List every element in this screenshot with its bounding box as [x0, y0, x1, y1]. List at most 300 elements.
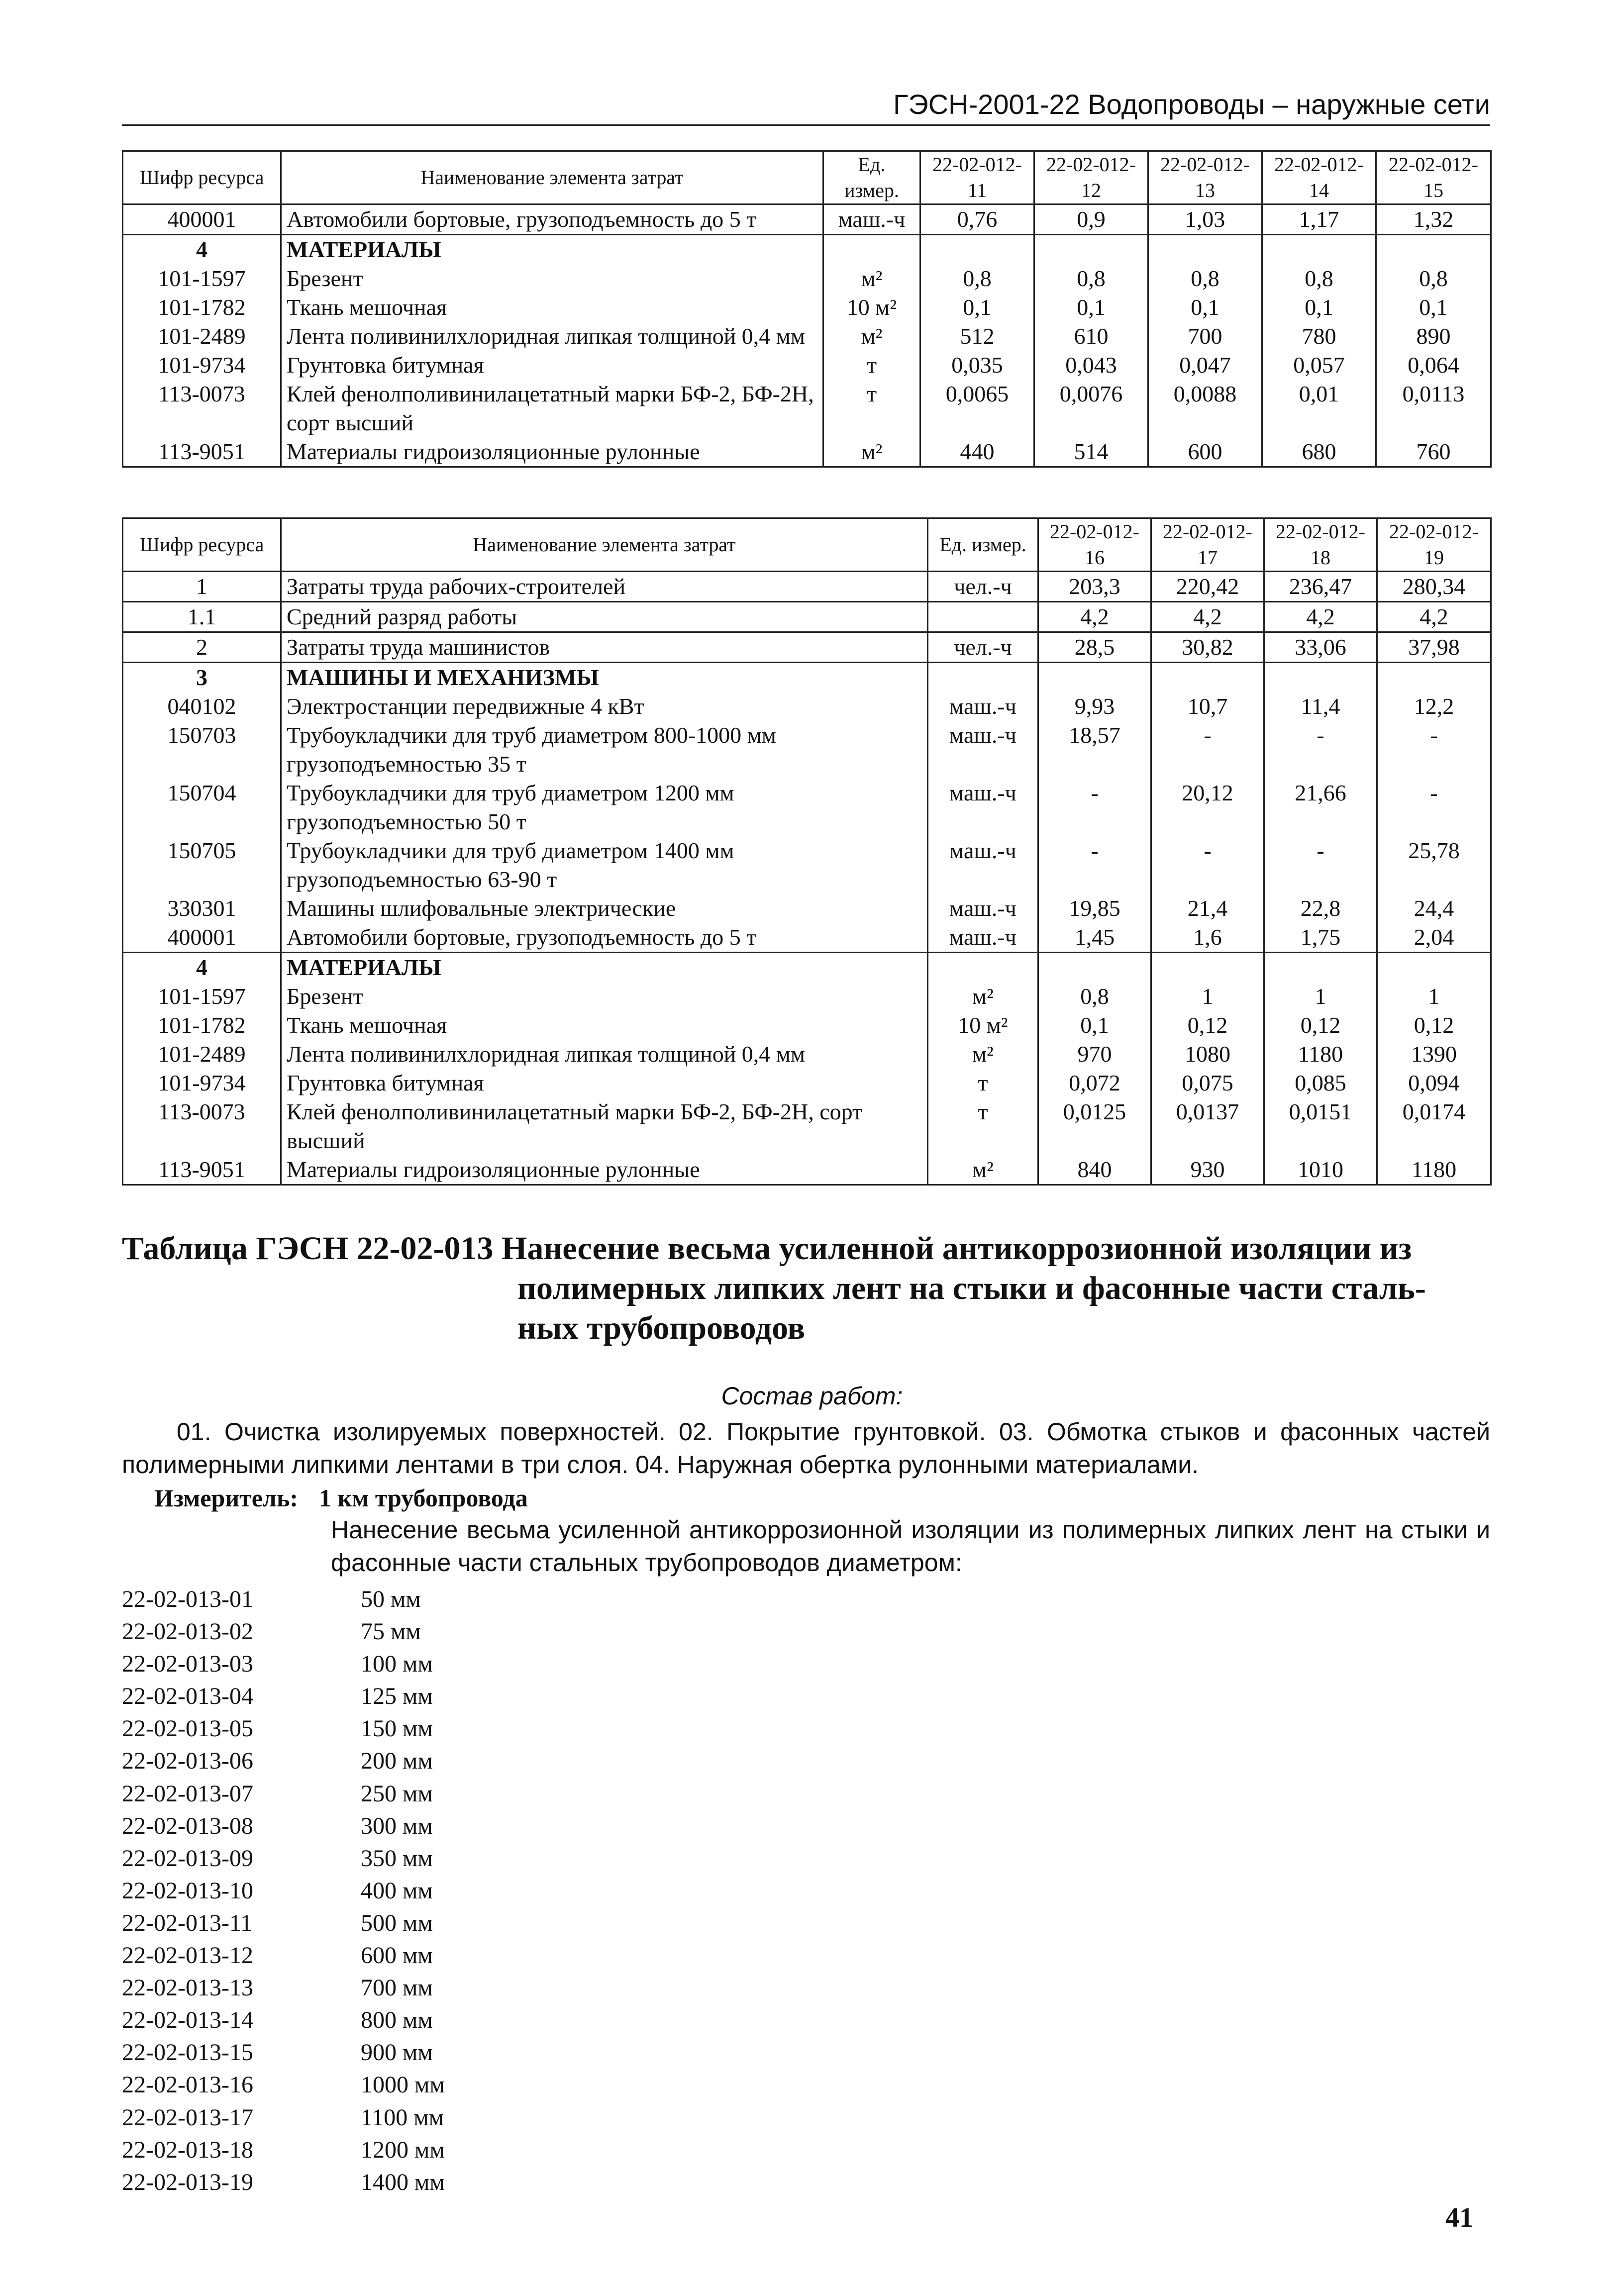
resource-code-cell: 3	[123, 663, 281, 693]
table2-header-cell: Наименование элемента затрат	[281, 518, 928, 572]
value-cell: 0,0137	[1151, 1097, 1264, 1155]
list-item	[122, 2004, 445, 2036]
unit-cell: т	[823, 380, 920, 437]
item-code: 22-02-013-02	[122, 1618, 253, 1645]
unit-cell: т	[823, 351, 920, 380]
value-cell: 0,057	[1262, 351, 1376, 380]
table-row	[123, 351, 1491, 380]
value-cell: 10,7	[1151, 692, 1264, 721]
table-row	[123, 264, 1491, 293]
page-number: 41	[1445, 2202, 1473, 2233]
unit-cell: чел.-ч	[928, 632, 1038, 663]
value-cell: 0,085	[1264, 1069, 1377, 1097]
list-item	[122, 1810, 445, 1842]
resource-name-cell: Грунтовка битумная	[281, 351, 823, 380]
table2-header-cell: 22-02-012-16	[1038, 518, 1151, 572]
resource-code-cell: 040102	[123, 692, 281, 721]
item-code: 22-02-013-15	[122, 2039, 253, 2066]
value-cell: 28,5	[1038, 632, 1151, 663]
unit-cell: м²	[823, 437, 920, 467]
value-cell	[1377, 663, 1491, 693]
table1-header-cell: Наименование элемента затрат	[281, 151, 823, 204]
value-cell: 1,6	[1151, 923, 1264, 953]
item-description: Нанесение весьма усиленной антикоррозионной изоляции из полимерных липких лент на стыки и фасонные части стальных трубопроводов диаметром:	[331, 1516, 1490, 1577]
resource-name-cell: Машины шлифовальные электрические	[281, 894, 928, 923]
table-row	[123, 1155, 1491, 1185]
value-cell: 760	[1376, 437, 1491, 467]
item-code: 22-02-013-17	[122, 2104, 253, 2131]
resource-table-1	[122, 150, 1492, 468]
value-cell: 0,01	[1262, 380, 1376, 437]
table-row	[123, 1069, 1491, 1097]
resource-code-cell: 113-0073	[123, 1097, 281, 1155]
value-cell: 0,075	[1151, 1069, 1264, 1097]
value-cell: 4,2	[1151, 602, 1264, 632]
value-cell: 600	[1148, 437, 1262, 467]
value-cell: -	[1038, 779, 1151, 836]
value-cell: 970	[1038, 1040, 1151, 1069]
resource-name-cell: МАТЕРИАЛЫ	[281, 235, 823, 265]
unit-cell: 10 м²	[928, 1011, 1038, 1040]
value-cell: 1180	[1377, 1155, 1491, 1185]
value-cell: 1010	[1264, 1155, 1377, 1185]
resource-table-2	[122, 517, 1492, 1186]
resource-name-cell: Клей фенолполивинилацетатный марки БФ-2, БФ-2Н, сорт высший	[281, 1097, 928, 1155]
resource-code-cell: 150705	[123, 836, 281, 894]
list-item	[122, 2101, 445, 2134]
table-row	[123, 779, 1491, 836]
unit-cell: м²	[823, 264, 920, 293]
resource-code-cell: 101-1597	[123, 982, 281, 1011]
item-diameter: 900 мм	[361, 2039, 433, 2066]
value-cell: 1180	[1264, 1040, 1377, 1069]
resource-code-cell: 400001	[123, 923, 281, 953]
resource-code-cell: 4	[123, 953, 281, 983]
value-cell: 0,1	[920, 293, 1034, 322]
table-row	[123, 437, 1491, 467]
resource-name-cell: МАШИНЫ И МЕХАНИЗМЫ	[281, 663, 928, 693]
list-item	[122, 2069, 445, 2101]
unit-cell	[928, 602, 1038, 632]
item-code: 22-02-013-05	[122, 1715, 253, 1742]
value-cell: 1	[1264, 982, 1377, 1011]
value-cell	[920, 235, 1034, 265]
value-cell: 24,4	[1377, 894, 1491, 923]
value-cell: 0,064	[1376, 351, 1491, 380]
value-cell	[1264, 663, 1377, 693]
running-title: ГЭСН-2001-22 Водопроводы – наружные сети	[893, 89, 1490, 120]
resource-code-cell: 113-9051	[123, 437, 281, 467]
list-item	[122, 1583, 445, 1615]
value-cell: 0,12	[1377, 1011, 1491, 1040]
item-code: 22-02-013-13	[122, 1975, 253, 2001]
table2-header-cell: 22-02-012-19	[1377, 518, 1491, 572]
resource-code-cell: 400001	[123, 204, 281, 235]
value-cell: 4,2	[1038, 602, 1151, 632]
item-diameter: 1100 мм	[361, 2104, 444, 2131]
value-cell: 0,0113	[1376, 380, 1491, 437]
list-item	[122, 1745, 445, 1777]
list-item	[122, 1680, 445, 1712]
table2-header-cell: Шифр ресурса	[123, 518, 281, 572]
unit-cell	[928, 663, 1038, 693]
value-cell: 236,47	[1264, 572, 1377, 602]
value-cell: 0,1	[1038, 1011, 1151, 1040]
unit-cell: чел.-ч	[928, 572, 1038, 602]
value-cell: 0,1	[1034, 293, 1148, 322]
meter-line	[154, 1482, 528, 1514]
section-title-line1: Таблица ГЭСН 22-02-013 Нанесение весьма усиленной антикоррозионной изоляции из	[122, 1230, 1412, 1267]
table2-header-cell: 22-02-012-18	[1264, 518, 1377, 572]
value-cell: 512	[920, 322, 1034, 351]
item-diameter: 250 мм	[361, 1780, 433, 1807]
resource-code-cell: 101-2489	[123, 1040, 281, 1069]
table-row	[123, 894, 1491, 923]
table-row	[123, 692, 1491, 721]
item-diameter: 300 мм	[361, 1812, 433, 1839]
value-cell: 30,82	[1151, 632, 1264, 663]
value-cell	[1377, 953, 1491, 983]
value-cell: -	[1151, 721, 1264, 779]
value-cell: 1	[1151, 982, 1264, 1011]
item-diameter: 1200 мм	[361, 2136, 445, 2163]
table-row	[123, 632, 1491, 663]
item-code: 22-02-013-08	[122, 1812, 253, 1839]
table-row	[123, 572, 1491, 602]
unit-cell	[823, 235, 920, 265]
value-cell: 0,0151	[1264, 1097, 1377, 1155]
list-item	[122, 2036, 445, 2069]
section-title-line3: ных трубопроводов	[517, 1310, 806, 1346]
value-cell: 0,094	[1377, 1069, 1491, 1097]
item-diameter: 350 мм	[361, 1845, 433, 1872]
meter-label: Измеритель:	[154, 1484, 299, 1512]
value-cell: 1,75	[1264, 923, 1377, 953]
value-cell: 680	[1262, 437, 1376, 467]
value-cell: -	[1264, 721, 1377, 779]
value-cell: 33,06	[1264, 632, 1377, 663]
item-code: 22-02-013-12	[122, 1942, 253, 1969]
value-cell: 220,42	[1151, 572, 1264, 602]
item-code: 22-02-013-07	[122, 1780, 253, 1807]
value-cell	[1264, 953, 1377, 983]
table1-body	[123, 204, 1491, 467]
value-cell: 4,2	[1264, 602, 1377, 632]
table1-header-cell: 22-02-012-13	[1148, 151, 1262, 204]
list-item	[122, 1778, 445, 1810]
value-cell: 1,17	[1262, 204, 1376, 235]
table-row	[123, 982, 1491, 1011]
value-cell: 25,78	[1377, 836, 1491, 894]
value-cell: 9,93	[1038, 692, 1151, 721]
value-cell: 21,66	[1264, 779, 1377, 836]
value-cell: 0,8	[1038, 982, 1151, 1011]
resource-code-cell: 101-2489	[123, 322, 281, 351]
unit-cell: маш.-ч	[928, 923, 1038, 953]
resource-name-cell: МАТЕРИАЛЫ	[281, 953, 928, 983]
item-code: 22-02-013-09	[122, 1845, 253, 1872]
value-cell	[1038, 663, 1151, 693]
item-diameter: 700 мм	[361, 1975, 433, 2001]
item-code: 22-02-013-19	[122, 2169, 253, 2195]
value-cell: -	[1377, 779, 1491, 836]
resource-name-cell: Материалы гидроизоляционные рулонные	[281, 1155, 928, 1185]
value-cell	[1038, 953, 1151, 983]
resource-code-cell: 101-1597	[123, 264, 281, 293]
item-diameter: 200 мм	[361, 1748, 433, 1775]
resource-name-cell: Материалы гидроизоляционные рулонные	[281, 437, 823, 467]
list-item	[122, 1939, 445, 1972]
unit-cell: т	[928, 1069, 1038, 1097]
resource-name-cell: Грунтовка битумная	[281, 1069, 928, 1097]
unit-cell: м²	[928, 982, 1038, 1011]
resource-code-cell: 101-1782	[123, 293, 281, 322]
value-cell: 0,8	[1262, 264, 1376, 293]
value-cell: 514	[1034, 437, 1148, 467]
list-item	[122, 1972, 445, 2004]
table-row	[123, 1040, 1491, 1069]
value-cell: 0,0088	[1148, 380, 1262, 437]
value-cell: 1,45	[1038, 923, 1151, 953]
value-cell: 4,2	[1377, 602, 1491, 632]
value-cell: 1390	[1377, 1040, 1491, 1069]
table1-header-cell: 22-02-012-11	[920, 151, 1034, 204]
item-code: 22-02-013-16	[122, 2072, 253, 2098]
table2-header-cell: 22-02-012-17	[1151, 518, 1264, 572]
value-cell: 37,98	[1377, 632, 1491, 663]
unit-cell: маш.-ч	[928, 692, 1038, 721]
list-item	[122, 1615, 445, 1648]
value-cell: -	[1151, 836, 1264, 894]
value-cell: 0,1	[1148, 293, 1262, 322]
resource-code-cell: 1	[123, 572, 281, 602]
table2-header-row	[123, 518, 1491, 572]
value-cell: -	[1377, 721, 1491, 779]
value-cell: 0,047	[1148, 351, 1262, 380]
list-item	[122, 1875, 445, 1907]
table-row	[123, 836, 1491, 894]
resource-name-cell: Трубоукладчики для труб диаметром 1200 мм грузоподъемностью 50 т	[281, 779, 928, 836]
unit-cell: 10 м²	[823, 293, 920, 322]
value-cell	[1151, 953, 1264, 983]
table1-header-cell: Ед. измер.	[823, 151, 920, 204]
unit-cell: м²	[823, 322, 920, 351]
table1-header-cell: 22-02-012-12	[1034, 151, 1148, 204]
value-cell: 0,0125	[1038, 1097, 1151, 1155]
section-title-line2: полимерных липких лент на стыки и фасонные части сталь-	[517, 1270, 1426, 1306]
list-item	[122, 1907, 445, 1939]
list-item	[122, 2134, 445, 2166]
item-diameter: 125 мм	[361, 1683, 433, 1710]
value-cell	[1034, 235, 1148, 265]
resource-name-cell: Автомобили бортовые, грузоподъемность до 5 т	[281, 923, 928, 953]
table-row	[123, 380, 1491, 437]
resource-name-cell: Лента поливинилхлоридная липкая толщиной 0,4 мм	[281, 1040, 928, 1069]
composition-label: Состав работ:	[721, 1382, 903, 1410]
unit-cell: маш.-ч	[928, 836, 1038, 894]
value-cell: 21,4	[1151, 894, 1264, 923]
table-row	[123, 953, 1491, 983]
value-cell: 0,072	[1038, 1069, 1151, 1097]
value-cell: 19,85	[1038, 894, 1151, 923]
value-cell: 0,12	[1151, 1011, 1264, 1040]
resource-code-cell: 2	[123, 632, 281, 663]
item-code: 22-02-013-11	[122, 1909, 253, 1936]
value-cell: 12,2	[1377, 692, 1491, 721]
value-cell: 0,043	[1034, 351, 1148, 380]
value-cell: 0,8	[1148, 264, 1262, 293]
value-cell: 0,8	[1376, 264, 1491, 293]
value-cell	[1151, 663, 1264, 693]
value-cell: 22,8	[1264, 894, 1377, 923]
item-diameter: 800 мм	[361, 2007, 433, 2034]
resource-name-cell: Ткань мешочная	[281, 293, 823, 322]
item-code: 22-02-013-14	[122, 2007, 253, 2034]
resource-code-cell: 101-1782	[123, 1011, 281, 1040]
value-cell: 1,03	[1148, 204, 1262, 235]
resource-code-cell: 1.1	[123, 602, 281, 632]
value-cell: 20,12	[1151, 779, 1264, 836]
value-cell: 0,0174	[1377, 1097, 1491, 1155]
resource-name-cell: Затраты труда рабочих-строителей	[281, 572, 928, 602]
list-item	[122, 1712, 445, 1745]
value-cell	[1376, 235, 1491, 265]
table-row	[123, 721, 1491, 779]
table1-header-cell: Шифр ресурса	[123, 151, 281, 204]
resource-name-cell: Брезент	[281, 982, 928, 1011]
item-diameter: 1400 мм	[361, 2169, 445, 2195]
resource-name-cell: Брезент	[281, 264, 823, 293]
resource-name-cell: Клей фенолполивинилацетатный марки БФ-2, БФ-2Н, сорт высший	[281, 380, 823, 437]
item-code: 22-02-013-03	[122, 1651, 253, 1678]
table-row	[123, 602, 1491, 632]
section-title	[122, 1229, 1515, 1348]
value-cell	[1148, 235, 1262, 265]
table-row	[123, 663, 1491, 693]
item-diameter: 150 мм	[361, 1715, 433, 1742]
value-cell: 0,76	[920, 204, 1034, 235]
value-cell: -	[1264, 836, 1377, 894]
value-cell: 0,0076	[1034, 380, 1148, 437]
running-header	[122, 89, 1490, 126]
value-cell: 0,12	[1264, 1011, 1377, 1040]
value-cell: 203,3	[1038, 572, 1151, 602]
resource-name-cell: Затраты труда машинистов	[281, 632, 928, 663]
item-code-list	[122, 1583, 445, 2198]
value-cell: 11,4	[1264, 692, 1377, 721]
resource-code-cell: 101-9734	[123, 1069, 281, 1097]
value-cell: 700	[1148, 322, 1262, 351]
table-row	[123, 293, 1491, 322]
resource-name-cell: Средний разряд работы	[281, 602, 928, 632]
value-cell: 1080	[1151, 1040, 1264, 1069]
table1-header-cell: 22-02-012-14	[1262, 151, 1376, 204]
table1-header-cell: 22-02-012-15	[1376, 151, 1491, 204]
table-row	[123, 235, 1491, 265]
item-diameter: 500 мм	[361, 1909, 433, 1936]
item-diameter: 400 мм	[361, 1877, 433, 1904]
item-diameter: 50 мм	[361, 1586, 421, 1612]
value-cell: 0,8	[1034, 264, 1148, 293]
item-diameter: 600 мм	[361, 1942, 433, 1969]
resource-name-cell: Лента поливинилхлоридная липкая толщиной 0,4 мм	[281, 322, 823, 351]
resource-code-cell: 113-9051	[123, 1155, 281, 1185]
resource-name-cell: Электростанции передвижные 4 кВт	[281, 692, 928, 721]
resource-name-cell: Трубоукладчики для труб диаметром 1400 мм грузоподъемностью 63-90 т	[281, 836, 928, 894]
works-description: 01. Очистка изолируемых поверхностей. 02. Покрытие грунтовкой. 03. Обмотка стыков и фасонных частей полимерными липкими лентами в три слоя. 04. Наружная обертка рулонными материалами.	[122, 1418, 1490, 1479]
resource-code-cell: 4	[123, 235, 281, 265]
value-cell: 18,57	[1038, 721, 1151, 779]
resource-code-cell: 101-9734	[123, 351, 281, 380]
resource-name-cell: Автомобили бортовые, грузоподъемность до 5 т	[281, 204, 823, 235]
value-cell: 0,9	[1034, 204, 1148, 235]
item-diameter: 75 мм	[361, 1618, 421, 1645]
value-cell: 0,8	[920, 264, 1034, 293]
value-cell: 0,1	[1262, 293, 1376, 322]
list-item	[122, 2166, 445, 2198]
item-code: 22-02-013-04	[122, 1683, 253, 1710]
table-row	[123, 204, 1491, 235]
resource-code-cell: 150703	[123, 721, 281, 779]
list-item	[122, 1842, 445, 1875]
value-cell: 0,1	[1376, 293, 1491, 322]
resource-code-cell: 150704	[123, 779, 281, 836]
table2-body	[123, 572, 1491, 1185]
table1-header-row	[123, 151, 1491, 204]
value-cell: 840	[1038, 1155, 1151, 1185]
value-cell: 1,32	[1376, 204, 1491, 235]
value-cell: 440	[920, 437, 1034, 467]
resource-name-cell: Трубоукладчики для труб диаметром 800-1000 мм грузоподъемностью 35 т	[281, 721, 928, 779]
unit-cell: маш.-ч	[928, 779, 1038, 836]
table-row	[123, 322, 1491, 351]
item-diameter: 100 мм	[361, 1651, 433, 1678]
resource-code-cell: 113-0073	[123, 380, 281, 437]
value-cell	[1262, 235, 1376, 265]
value-cell: 780	[1262, 322, 1376, 351]
unit-cell: м²	[928, 1155, 1038, 1185]
table-row	[123, 1011, 1491, 1040]
value-cell: 1	[1377, 982, 1491, 1011]
item-code: 22-02-013-01	[122, 1586, 253, 1612]
value-cell: 610	[1034, 322, 1148, 351]
unit-cell: маш.-ч	[928, 894, 1038, 923]
unit-cell: т	[928, 1097, 1038, 1155]
table-row	[123, 923, 1491, 953]
value-cell: 890	[1376, 322, 1491, 351]
list-item	[122, 1648, 445, 1680]
value-cell: 0,0065	[920, 380, 1034, 437]
table2-header-cell: Ед. измер.	[928, 518, 1038, 572]
item-code: 22-02-013-18	[122, 2136, 253, 2163]
value-cell: 0,035	[920, 351, 1034, 380]
meter-value: 1 км трубопровода	[318, 1484, 528, 1512]
unit-cell: маш.-ч	[823, 204, 920, 235]
resource-code-cell: 330301	[123, 894, 281, 923]
value-cell: 930	[1151, 1155, 1264, 1185]
table-row	[123, 1097, 1491, 1155]
value-cell: 280,34	[1377, 572, 1491, 602]
unit-cell: маш.-ч	[928, 721, 1038, 779]
value-cell: -	[1038, 836, 1151, 894]
unit-cell	[928, 953, 1038, 983]
resource-name-cell: Ткань мешочная	[281, 1011, 928, 1040]
item-diameter: 1000 мм	[361, 2072, 445, 2098]
item-code: 22-02-013-10	[122, 1877, 253, 1904]
item-code: 22-02-013-06	[122, 1748, 253, 1775]
value-cell: 2,04	[1377, 923, 1491, 953]
unit-cell: м²	[928, 1040, 1038, 1069]
